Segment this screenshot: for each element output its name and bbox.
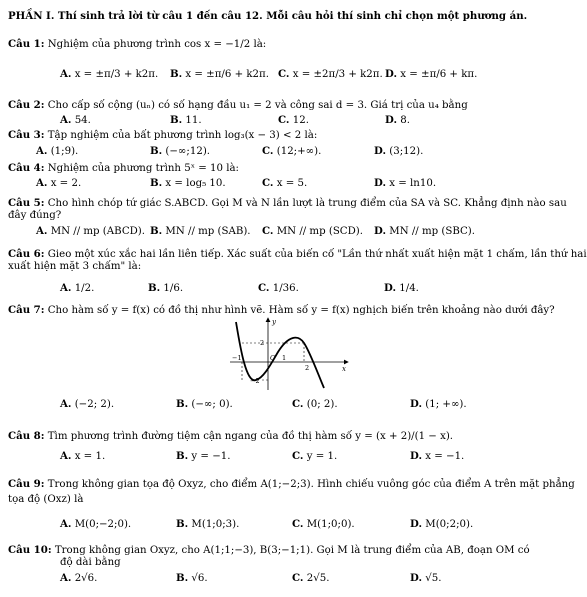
tick-x-2: 2: [305, 364, 310, 372]
question-10-option-a[interactable]: A. 2√6.: [60, 572, 98, 584]
question-6-option-d[interactable]: D. 1/4.: [384, 282, 419, 294]
question-9-option-a[interactable]: A. M(0;−2;0).: [60, 518, 132, 530]
question-8-text: Tìm phương trình đường tiệm cận ngang của đồ thị hàm số y = (x + 2)/(1 − x).: [47, 431, 454, 442]
question-6-text-line-2: xuất hiện mặt 3 chấm" là:: [8, 261, 142, 272]
question-9-label: Câu 9:: [8, 478, 45, 490]
tick-y-neg2: −2: [250, 377, 260, 385]
question-5-option-b[interactable]: B. MN // mp (SAB).: [150, 225, 251, 237]
question-5-text-line-1: Cho hình chóp tứ giác S.ABCD. Gọi M và N lần lượt là trung điểm của SA và SC. Khẳng định nào sau: [47, 198, 567, 209]
question-4-option-d[interactable]: D. x = ln10.: [374, 177, 437, 189]
question-4-option-c[interactable]: C. x = 5.: [262, 177, 308, 189]
question-6-option-c[interactable]: C. 1/36.: [258, 282, 299, 294]
question-1-option-b[interactable]: B. x = ±π/6 + k2π.: [170, 68, 269, 80]
question-9-option-b[interactable]: B. M(1;0;3).: [176, 518, 240, 530]
question-8-stem: [8, 430, 453, 443]
question-2-option-a[interactable]: A. 54.: [60, 114, 91, 126]
tick-y-2: 2: [260, 339, 265, 347]
question-8-option-c[interactable]: C. y = 1.: [292, 450, 338, 462]
question-8-option-d[interactable]: D. x = −1.: [410, 450, 465, 462]
question-7-option-a[interactable]: A. (−2; 2).: [60, 398, 115, 410]
question-7-text: Cho hàm số y = f(x) có đồ thị như hình vẽ. Hàm số y = f(x) nghịch biến trên khoảng nào dưới đây?: [47, 305, 555, 316]
question-5-option-c[interactable]: C. MN // mp (SCD).: [262, 225, 363, 237]
question-5-stem: [8, 197, 567, 210]
question-3-option-a[interactable]: A. (1;9).: [36, 145, 79, 157]
part-header: PHẦN I. Thí sinh trả lời từ câu 1 đến câu 12. Mỗi câu hỏi thí sinh chỉ chọn một phương án.: [8, 10, 528, 22]
question-9-text-line-2: tọa độ (Oxz) là: [8, 494, 84, 505]
question-1-stem: [8, 38, 266, 51]
question-7-label: Câu 7:: [8, 304, 45, 316]
question-6-option-a[interactable]: A. 1/2.: [60, 282, 95, 294]
question-7-option-b[interactable]: B. (−∞; 0).: [176, 398, 233, 410]
question-6-text-line-1: Gieo một xúc xắc hai lần liên tiếp. Xác suất của biến cố "Lần thứ nhất xuất hiện mặt 1 chấm, lần thứ hai: [47, 249, 587, 260]
tick-x-neg1: −1: [232, 354, 242, 362]
question-4-label: Câu 4:: [8, 162, 45, 174]
question-3-option-b[interactable]: B. (−∞;12).: [150, 145, 211, 157]
question-9-option-c[interactable]: C. M(1;0;0).: [292, 518, 355, 530]
question-4-text: Nghiệm của phương trình 5ˣ = 10 là:: [47, 163, 239, 174]
question-4-option-b[interactable]: B. x = log₅ 10.: [150, 177, 226, 189]
question-2-stem: [8, 99, 468, 112]
question-2-option-c[interactable]: C. 12.: [278, 114, 309, 126]
question-3-stem: [8, 129, 317, 142]
question-5-label: Câu 5:: [8, 197, 45, 209]
question-5-text-line-2: đây đúng?: [8, 210, 62, 221]
question-7-option-d[interactable]: D. (1; +∞).: [410, 398, 467, 410]
question-9-stem: [8, 478, 575, 491]
question-9-option-d[interactable]: D. M(0;2;0).: [410, 518, 474, 530]
question-5-option-d[interactable]: D. MN // mp (SBC).: [374, 225, 476, 237]
question-1-option-a[interactable]: A. x = ±π/3 + k2π.: [60, 68, 159, 80]
question-1-option-d[interactable]: D. x = ±π/6 + kπ.: [385, 68, 478, 80]
question-6-option-b[interactable]: B. 1/6.: [148, 282, 184, 294]
question-3-option-d[interactable]: D. (3;12).: [374, 145, 424, 157]
origin-label: O: [270, 354, 276, 362]
question-8-label: Câu 8:: [8, 430, 45, 442]
question-4-option-a[interactable]: A. x = 2.: [36, 177, 82, 189]
question-4-stem: [8, 162, 239, 175]
question-2-text: Cho cấp số cộng (uₙ) có số hạng đầu u₁ = 2 và công sai d = 3. Giá trị của u₄ bằng: [47, 100, 468, 111]
question-10-text-line-2: độ dài bằng: [60, 557, 121, 568]
question-7-option-c[interactable]: C. (0; 2).: [292, 398, 338, 410]
question-10-option-d[interactable]: D. √5.: [410, 572, 442, 584]
question-9-text-line-1: Trong không gian tọa độ Oxyz, cho điểm A(1;−2;3). Hình chiếu vuông góc của điểm A trên mặt phẳng: [47, 479, 575, 490]
y-axis-label: y: [272, 318, 276, 326]
question-2-option-d[interactable]: D. 8.: [385, 114, 411, 126]
question-8-option-b[interactable]: B. y = −1.: [176, 450, 231, 462]
question-3-option-c[interactable]: C. (12;+∞).: [262, 145, 322, 157]
question-6-label: Câu 6:: [8, 248, 45, 260]
question-2-option-b[interactable]: B. 11.: [170, 114, 202, 126]
question-10-option-c[interactable]: C. 2√5.: [292, 572, 330, 584]
tick-x-1: 1: [282, 354, 287, 362]
question-5-option-a[interactable]: A. MN // mp (ABCD).: [36, 225, 145, 237]
question-10-stem: [8, 544, 530, 557]
question-1-option-c[interactable]: C. x = ±2π/3 + k2π.: [278, 68, 383, 80]
question-3-text: Tập nghiệm của bất phương trình log₃(x − 3) < 2 là:: [47, 130, 318, 141]
question-3-label: Câu 3:: [8, 129, 45, 141]
question-6-stem: [8, 248, 587, 261]
question-10-option-b[interactable]: B. √6.: [176, 572, 208, 584]
question-1-text: Nghiệm của phương trình cos x = −1/2 là:: [47, 39, 267, 50]
question-10-label: Câu 10:: [8, 544, 52, 556]
question-7-graph: [226, 316, 352, 392]
question-8-option-a[interactable]: A. x = 1.: [60, 450, 106, 462]
question-1-label: Câu 1:: [8, 38, 45, 50]
question-2-label: Câu 2:: [8, 99, 45, 111]
x-axis-label: x: [342, 365, 346, 373]
question-10-text-line-1: Trong không gian Oxyz, cho A(1;1;−3), B(3;−1;1). Gọi M là trung điểm của AB, đoạn OM có: [54, 545, 530, 556]
